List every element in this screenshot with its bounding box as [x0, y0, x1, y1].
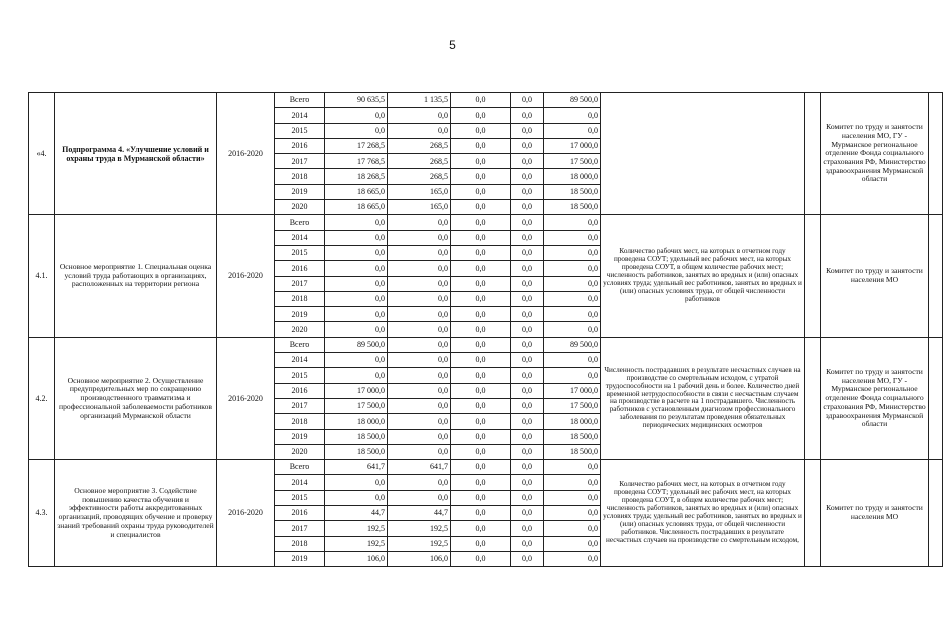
other-sources-cell: 17 000,0 — [544, 138, 601, 153]
federal-budget-cell: 0,0 — [451, 93, 511, 108]
blank-cell — [805, 215, 821, 337]
regional-budget-cell: 0,0 — [388, 414, 451, 429]
local-budget-cell: 0,0 — [511, 291, 544, 306]
year-cell: 2016 — [275, 383, 325, 398]
table-row — [29, 215, 943, 230]
other-sources-cell: 0,0 — [544, 261, 601, 276]
regional-budget-cell: 0,0 — [388, 276, 451, 291]
year-cell: 2017 — [275, 154, 325, 169]
executor-cell: Комитет по труду и занятости населения МО — [821, 215, 929, 337]
federal-budget-cell: 0,0 — [451, 368, 511, 383]
regional-budget-cell: 192,5 — [388, 521, 451, 536]
total-value-cell: 192,5 — [325, 536, 388, 551]
local-budget-cell: 0,0 — [511, 123, 544, 138]
blank-cell — [805, 460, 821, 567]
year-cell: 2020 — [275, 444, 325, 459]
year-cell: 2014 — [275, 475, 325, 490]
item-period: 2016-2020 — [217, 460, 275, 567]
regional-budget-cell: 44,7 — [388, 506, 451, 521]
total-value-cell: 192,5 — [325, 521, 388, 536]
other-sources-cell: 0,0 — [544, 322, 601, 337]
blank-cell — [929, 460, 943, 567]
local-budget-cell: 0,0 — [511, 429, 544, 444]
local-budget-cell: 0,0 — [511, 460, 544, 475]
regional-budget-cell: 1 135,5 — [388, 93, 451, 108]
item-index: 4.2. — [29, 337, 55, 459]
other-sources-cell: 0,0 — [544, 353, 601, 368]
regional-budget-cell: 268,5 — [388, 138, 451, 153]
year-cell: 2017 — [275, 398, 325, 413]
indicator-cell: Численность пострадавших в результате несчастных случаев на производстве со смертельным исходом, с утратой трудоспособности на 1 рабочий день и более. Количество дней временной нетрудоспособности в связи с несчастным случаем на производстве в расчете на 1 пострадавшего. Численность работников с установленным диагнозом профессионального заболевания по результатам проведения обязательных периодических медицинских осмотров — [601, 337, 805, 459]
year-cell: 2017 — [275, 276, 325, 291]
indicator-cell — [601, 93, 805, 215]
regional-budget-cell: 0,0 — [388, 475, 451, 490]
other-sources-cell: 0,0 — [544, 123, 601, 138]
federal-budget-cell: 0,0 — [451, 261, 511, 276]
total-value-cell: 18 500,0 — [325, 444, 388, 459]
item-index: «4. — [29, 93, 55, 215]
executor-cell: Комитет по труду и занятости населения МО, ГУ - Мурманское региональное отделение Фонда социального страхования РФ, Министерство здравоохранения Мурманской области — [821, 337, 929, 459]
federal-budget-cell: 0,0 — [451, 536, 511, 551]
local-budget-cell: 0,0 — [511, 536, 544, 551]
local-budget-cell: 0,0 — [511, 307, 544, 322]
other-sources-cell: 0,0 — [544, 536, 601, 551]
other-sources-cell: 18 500,0 — [544, 184, 601, 199]
blank-cell — [929, 93, 943, 215]
total-value-cell: 18 665,0 — [325, 184, 388, 199]
year-cell: 2016 — [275, 261, 325, 276]
local-budget-cell: 0,0 — [511, 337, 544, 352]
other-sources-cell: 0,0 — [544, 490, 601, 505]
other-sources-cell: 89 500,0 — [544, 93, 601, 108]
local-budget-cell: 0,0 — [511, 245, 544, 260]
federal-budget-cell: 0,0 — [451, 123, 511, 138]
federal-budget-cell: 0,0 — [451, 353, 511, 368]
year-cell: 2015 — [275, 245, 325, 260]
federal-budget-cell: 0,0 — [451, 551, 511, 566]
other-sources-cell: 0,0 — [544, 307, 601, 322]
federal-budget-cell: 0,0 — [451, 414, 511, 429]
regional-budget-cell: 0,0 — [388, 337, 451, 352]
executor-cell: Комитет по труду и занятости населения МО — [821, 460, 929, 567]
item-name: Основное мероприятие 1. Специальная оценка условий труда работающих в организациях, расположенных на территории региона — [55, 215, 217, 337]
table-row — [29, 337, 943, 352]
local-budget-cell: 0,0 — [511, 276, 544, 291]
total-value-cell: 106,0 — [325, 551, 388, 566]
regional-budget-cell: 0,0 — [388, 398, 451, 413]
indicator-cell: Количество рабочих мест, на которых в отчетном году проведена СОУТ; удельный вес рабочих мест, на которых проведена СОУТ, в общем количестве рабочих мест; численность работников, занятых во вредных и (или) опасных условиях труда; удельный вес работников, занятых во вредных и (или) опасных условиях труда, от общей численности работников. Численность пострадавших в результате несчастных случаев на производстве со смертельным исходом, — [601, 460, 805, 567]
local-budget-cell: 0,0 — [511, 215, 544, 230]
year-cell: 2016 — [275, 138, 325, 153]
regional-budget-cell: 0,0 — [388, 245, 451, 260]
regional-budget-cell: 0,0 — [388, 291, 451, 306]
federal-budget-cell: 0,0 — [451, 490, 511, 505]
federal-budget-cell: 0,0 — [451, 398, 511, 413]
year-cell: 2014 — [275, 230, 325, 245]
other-sources-cell: 17 000,0 — [544, 383, 601, 398]
other-sources-cell: 17 500,0 — [544, 398, 601, 413]
year-cell: 2018 — [275, 169, 325, 184]
table-row — [29, 93, 943, 108]
total-value-cell: 0,0 — [325, 490, 388, 505]
year-cell: 2019 — [275, 184, 325, 199]
local-budget-cell: 0,0 — [511, 184, 544, 199]
local-budget-cell: 0,0 — [511, 383, 544, 398]
regional-budget-cell: 192,5 — [388, 536, 451, 551]
federal-budget-cell: 0,0 — [451, 475, 511, 490]
regional-budget-cell: 0,0 — [388, 261, 451, 276]
other-sources-cell: 0,0 — [544, 276, 601, 291]
other-sources-cell: 18 500,0 — [544, 429, 601, 444]
other-sources-cell: 17 500,0 — [544, 154, 601, 169]
total-value-cell: 17 500,0 — [325, 398, 388, 413]
year-cell: Всего — [275, 215, 325, 230]
local-budget-cell: 0,0 — [511, 322, 544, 337]
total-value-cell: 0,0 — [325, 368, 388, 383]
total-value-cell: 0,0 — [325, 475, 388, 490]
other-sources-cell: 0,0 — [544, 291, 601, 306]
total-value-cell: 0,0 — [325, 276, 388, 291]
total-value-cell: 18 268,5 — [325, 169, 388, 184]
year-cell: 2015 — [275, 490, 325, 505]
indicator-cell: Количество рабочих мест, на которых в отчетном году проведена СОУТ; удельный вес рабочих мест, на которых проведена СОУТ, в общем количестве рабочих мест; численность работников, занятых во вредных и (или) опасных условиях труда; удельный вес работников, занятых во вредных и (или) опасных условиях труда, от общей численности работников — [601, 215, 805, 337]
local-budget-cell: 0,0 — [511, 108, 544, 123]
local-budget-cell: 0,0 — [511, 414, 544, 429]
regional-budget-cell: 0,0 — [388, 490, 451, 505]
total-value-cell: 18 665,0 — [325, 200, 388, 215]
local-budget-cell: 0,0 — [511, 169, 544, 184]
regional-budget-cell: 106,0 — [388, 551, 451, 566]
blank-cell — [929, 337, 943, 459]
year-cell: Всего — [275, 337, 325, 352]
year-cell: 2018 — [275, 291, 325, 306]
regional-budget-cell: 0,0 — [388, 215, 451, 230]
total-value-cell: 0,0 — [325, 215, 388, 230]
program-table — [28, 92, 943, 567]
item-period: 2016-2020 — [217, 215, 275, 337]
year-cell: 2017 — [275, 521, 325, 536]
other-sources-cell: 89 500,0 — [544, 337, 601, 352]
year-cell: 2016 — [275, 506, 325, 521]
other-sources-cell: 0,0 — [544, 368, 601, 383]
blank-cell — [805, 93, 821, 215]
total-value-cell: 18 000,0 — [325, 414, 388, 429]
other-sources-cell: 0,0 — [544, 245, 601, 260]
federal-budget-cell: 0,0 — [451, 169, 511, 184]
local-budget-cell: 0,0 — [511, 261, 544, 276]
federal-budget-cell: 0,0 — [451, 108, 511, 123]
regional-budget-cell: 0,0 — [388, 108, 451, 123]
regional-budget-cell: 0,0 — [388, 230, 451, 245]
federal-budget-cell: 0,0 — [451, 291, 511, 306]
other-sources-cell: 18 500,0 — [544, 200, 601, 215]
total-value-cell: 17 268,5 — [325, 138, 388, 153]
regional-budget-cell: 0,0 — [388, 444, 451, 459]
regional-budget-cell: 165,0 — [388, 184, 451, 199]
total-value-cell: 0,0 — [325, 353, 388, 368]
total-value-cell: 0,0 — [325, 322, 388, 337]
total-value-cell: 0,0 — [325, 123, 388, 138]
regional-budget-cell: 0,0 — [388, 353, 451, 368]
total-value-cell: 18 500,0 — [325, 429, 388, 444]
federal-budget-cell: 0,0 — [451, 276, 511, 291]
local-budget-cell: 0,0 — [511, 490, 544, 505]
other-sources-cell: 0,0 — [544, 506, 601, 521]
federal-budget-cell: 0,0 — [451, 215, 511, 230]
year-cell: 2019 — [275, 429, 325, 444]
other-sources-cell: 0,0 — [544, 230, 601, 245]
other-sources-cell: 18 000,0 — [544, 169, 601, 184]
regional-budget-cell: 165,0 — [388, 200, 451, 215]
year-cell: 2019 — [275, 307, 325, 322]
local-budget-cell: 0,0 — [511, 154, 544, 169]
blank-cell — [805, 337, 821, 459]
other-sources-cell: 0,0 — [544, 108, 601, 123]
item-name: Основное мероприятие 2. Осуществление предупредительных мер по сокращению производственного травматизма и профессиональной заболеваемости работников организаций Мурманской области — [55, 337, 217, 459]
other-sources-cell: 0,0 — [544, 215, 601, 230]
federal-budget-cell: 0,0 — [451, 383, 511, 398]
federal-budget-cell: 0,0 — [451, 506, 511, 521]
year-cell: Всего — [275, 460, 325, 475]
page-number: 5 — [449, 38, 456, 52]
local-budget-cell: 0,0 — [511, 506, 544, 521]
regional-budget-cell: 641,7 — [388, 460, 451, 475]
total-value-cell: 0,0 — [325, 108, 388, 123]
total-value-cell: 0,0 — [325, 307, 388, 322]
federal-budget-cell: 0,0 — [451, 444, 511, 459]
other-sources-cell: 18 000,0 — [544, 414, 601, 429]
year-cell: 2020 — [275, 322, 325, 337]
federal-budget-cell: 0,0 — [451, 245, 511, 260]
item-index: 4.1. — [29, 215, 55, 337]
total-value-cell: 44,7 — [325, 506, 388, 521]
item-name: Основное мероприятие 3. Содействие повышению качества обучения и эффективности работы аккредитованных организаций, проводящих обучение и проверку знаний требований охраны труда руководителей и специалистов — [55, 460, 217, 567]
table-body — [29, 93, 943, 567]
regional-budget-cell: 0,0 — [388, 429, 451, 444]
local-budget-cell: 0,0 — [511, 230, 544, 245]
federal-budget-cell: 0,0 — [451, 154, 511, 169]
other-sources-cell: 0,0 — [544, 475, 601, 490]
regional-budget-cell: 0,0 — [388, 307, 451, 322]
executor-cell: Комитет по труду и занятости населения МО, ГУ - Мурманское региональное отделение Фонда социального страхования РФ, Министерство здравоохранения Мурманской области — [821, 93, 929, 215]
regional-budget-cell: 268,5 — [388, 154, 451, 169]
total-value-cell: 17 768,5 — [325, 154, 388, 169]
local-budget-cell: 0,0 — [511, 200, 544, 215]
year-cell: 2020 — [275, 200, 325, 215]
regional-budget-cell: 268,5 — [388, 169, 451, 184]
local-budget-cell: 0,0 — [511, 475, 544, 490]
other-sources-cell: 0,0 — [544, 551, 601, 566]
regional-budget-cell: 0,0 — [388, 383, 451, 398]
other-sources-cell: 0,0 — [544, 460, 601, 475]
other-sources-cell: 18 500,0 — [544, 444, 601, 459]
year-cell: 2015 — [275, 368, 325, 383]
item-period: 2016-2020 — [217, 93, 275, 215]
federal-budget-cell: 0,0 — [451, 337, 511, 352]
local-budget-cell: 0,0 — [511, 93, 544, 108]
total-value-cell: 0,0 — [325, 291, 388, 306]
federal-budget-cell: 0,0 — [451, 307, 511, 322]
total-value-cell: 641,7 — [325, 460, 388, 475]
year-cell: 2019 — [275, 551, 325, 566]
local-budget-cell: 0,0 — [511, 138, 544, 153]
local-budget-cell: 0,0 — [511, 551, 544, 566]
regional-budget-cell: 0,0 — [388, 123, 451, 138]
total-value-cell: 0,0 — [325, 245, 388, 260]
regional-budget-cell: 0,0 — [388, 322, 451, 337]
year-cell: 2018 — [275, 414, 325, 429]
year-cell: 2015 — [275, 123, 325, 138]
local-budget-cell: 0,0 — [511, 368, 544, 383]
total-value-cell: 89 500,0 — [325, 337, 388, 352]
table-row — [29, 460, 943, 475]
year-cell: 2014 — [275, 108, 325, 123]
total-value-cell: 17 000,0 — [325, 383, 388, 398]
federal-budget-cell: 0,0 — [451, 460, 511, 475]
federal-budget-cell: 0,0 — [451, 230, 511, 245]
federal-budget-cell: 0,0 — [451, 138, 511, 153]
federal-budget-cell: 0,0 — [451, 322, 511, 337]
federal-budget-cell: 0,0 — [451, 521, 511, 536]
other-sources-cell: 0,0 — [544, 521, 601, 536]
federal-budget-cell: 0,0 — [451, 184, 511, 199]
federal-budget-cell: 0,0 — [451, 200, 511, 215]
local-budget-cell: 0,0 — [511, 353, 544, 368]
year-cell: 2014 — [275, 353, 325, 368]
total-value-cell: 90 635,5 — [325, 93, 388, 108]
local-budget-cell: 0,0 — [511, 521, 544, 536]
blank-cell — [929, 215, 943, 337]
local-budget-cell: 0,0 — [511, 444, 544, 459]
total-value-cell: 0,0 — [325, 261, 388, 276]
item-index: 4.3. — [29, 460, 55, 567]
federal-budget-cell: 0,0 — [451, 429, 511, 444]
total-value-cell: 0,0 — [325, 230, 388, 245]
year-cell: Всего — [275, 93, 325, 108]
local-budget-cell: 0,0 — [511, 398, 544, 413]
regional-budget-cell: 0,0 — [388, 368, 451, 383]
item-name: Подпрограмма 4. «Улучшение условий и охраны труда в Мурманской области» — [55, 93, 217, 215]
item-period: 2016-2020 — [217, 337, 275, 459]
year-cell: 2018 — [275, 536, 325, 551]
